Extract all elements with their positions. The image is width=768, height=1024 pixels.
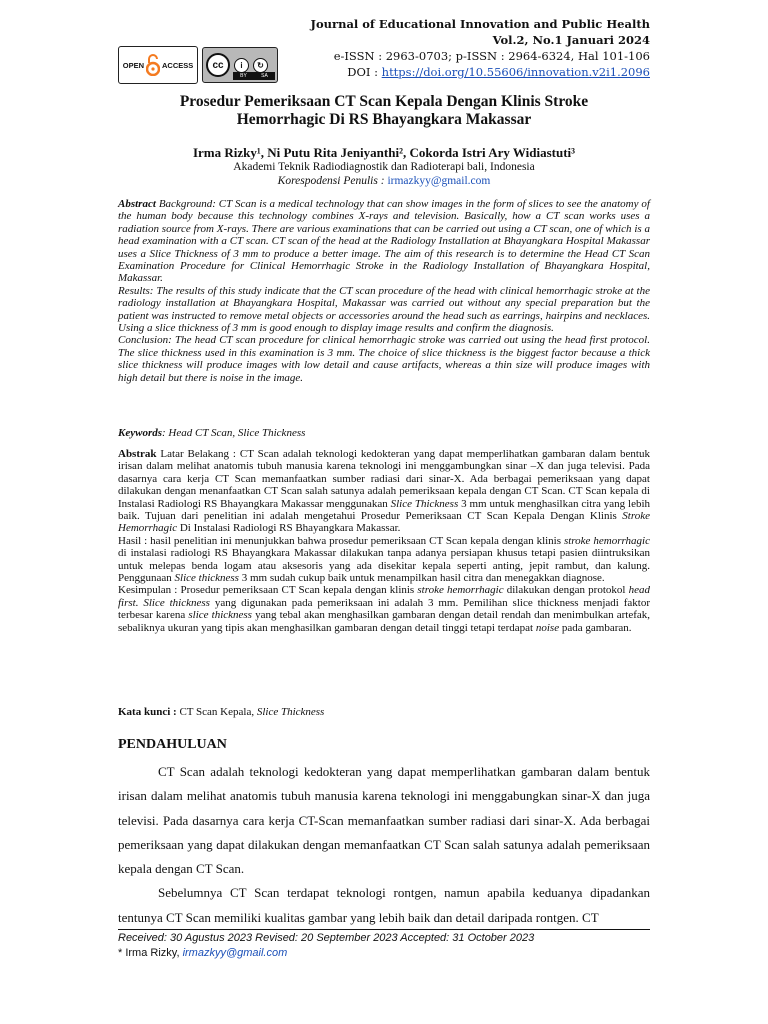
keywords-label: Keywords: [118, 427, 162, 439]
kesimpulan-italic: head first. Slice thickness: [118, 584, 650, 609]
section-heading: PENDAHULUAN: [118, 737, 227, 752]
affiliation: Akademi Teknik Radiodiagnostik dan Radioterapi bali, Indonesia: [233, 161, 535, 173]
doi-label: DOI :: [347, 65, 382, 79]
kesimpulan-text: yang digunakan pada pemeriksaan ini adalah 3 mm. Pemilihan slice thickness menjadi faktor terbesar karena: [118, 596, 650, 622]
keywords-text: : Head CT Scan, Slice Thickness: [162, 427, 306, 439]
correspondence-email-link[interactable]: irmazkyy@gmail.com: [387, 175, 491, 187]
abstract-english: [118, 198, 650, 384]
license-by-text: BY: [240, 73, 247, 79]
abstract-indonesian: [118, 448, 650, 634]
footnote-author: * Irma Rizky,: [118, 947, 183, 959]
journal-volume: Vol.2, No.1 Januari 2024: [492, 33, 650, 47]
title-line-1: Prosedur Pemeriksaan CT Scan Kepala Dengan Klinis Stroke: [179, 93, 589, 110]
intro-paragraph-1: CT Scan adalah teknologi kedokteran yang dapat memperlihatkan gambaran dalam bentuk irisan dalam melihat anatomis tubuh manusia karena teknologi ini menggabungkan sinar-X dan juga televisi. Pada dasarnya cara kerja CT-Scan memanfaatkan sumber radiasi dari sinar-X. Ada berbagai pemeriksaan yang dapat dilakukan dengan memanfaatkan CT Scan salah satunya adalah pemeriksaan kepala dengan CT Scan.: [118, 764, 650, 877]
journal-name: Journal of Educational Innovation and Public Health: [310, 17, 650, 31]
abstrak-text: 3 mm untuk menghasilkan citra yang lebih baik. Tujuan dari penelitian ini adalah mengetahui Prosedur Pemeriksaan CT Scan Kepala Dengan Klinis: [118, 497, 651, 523]
kata-kunci-italic: Slice Thickness: [256, 706, 325, 718]
journal-issn: e-ISSN : 2963-0703; p-ISSN : 2964-6324, Hal 101-106: [333, 49, 650, 63]
footnote-email-link[interactable]: irmazkyy@gmail.com: [182, 947, 288, 959]
access-text: ACCESS: [162, 60, 194, 70]
kesimpulan-text: dilakukan dengan protokol: [503, 584, 629, 597]
correspondence: [118, 174, 650, 188]
introduction-body: [118, 760, 650, 930]
license-sa-text: SA: [261, 73, 268, 79]
journal-header: [311, 16, 650, 80]
abstract-conclusion: Conclusion: The head CT scan procedure for clinical hemorrhagic stroke was carried out using the head first protocol. The slice thickness used in this examination is 3 mm. The choice of slice thickness is the biggest factor because a thick slice thickness will produce images with low detail and cause artifacts, whereas a thin size will produce images with high detail but there is noise in the image.: [118, 334, 650, 384]
hasil-text: Hasil : hasil penelitian ini menunjukkan bahwa prosedur pemeriksaan CT Scan kepala dengan klinis: [118, 534, 564, 547]
abstrak-text: Di Instalasi Radiologi RS Bhayangkara Makassar.: [177, 522, 401, 535]
footnote-divider: [118, 929, 650, 930]
hasil-text: di instalasi radiologi RS Bhayangkara Makassar dilakukan tanpa adanya persiapan khusus tetapi pasien diintruksikan untuk melepas benda logam atau aksesoris yang ada disekitar kepala seperti anting, jepit rambut, dan kalung. Penggunaan: [118, 547, 650, 585]
keywords-english: [118, 427, 650, 439]
doi-link[interactable]: https://doi.org/10.55606/innovation.v2i1.2096: [381, 65, 650, 79]
kesimpulan-text: yang tebal akan menghasilkan gambaran dengan detail rendah dan menimbulkan artefak, sebaliknya ukuran yang tipis akan menghasilkan gambaran dengan detail tinggi tetapi terdapat: [118, 609, 651, 634]
journal-doi: [311, 64, 650, 80]
kesimpulan-italic: stroke hemorrhagic: [417, 584, 504, 597]
author-list: Irma Rizky¹, Ni Putu Rita Jeniyanthi², Cokorda Istri Ary Widiastuti³: [192, 145, 576, 160]
hasil-text: 3 mm sudah cukup baik untuk menampilkan hasil citra dan menegakkan diagnose.: [238, 572, 605, 585]
license-bar: [233, 72, 275, 80]
share-alike-icon: ↻: [253, 58, 268, 73]
kata-kunci-label: Kata kunci :: [118, 706, 177, 718]
keywords-indonesian: [118, 706, 650, 718]
article-title: [118, 93, 650, 129]
hasil-italic: stroke hemorrhagic: [563, 534, 650, 547]
author-footnote: [118, 947, 287, 959]
abstrak-italic: Stroke Hemorrhagic: [118, 510, 650, 535]
cc-by-sa-logo: [202, 47, 278, 83]
attribution-icon: i: [234, 58, 249, 73]
abstrak-label: Abstrak: [118, 448, 157, 460]
submission-dates: Received: 30 Agustus 2023 Revised: 20 September 2023 Accepted: 31 October 2023: [118, 932, 535, 944]
kesimpulan-text: pada gambaran.: [559, 621, 632, 634]
affiliation-block: [118, 160, 650, 188]
open-lock-icon: [146, 54, 160, 76]
kesimpulan-text: Kesimpulan : Prosedur pemeriksaan CT Scan kepala dengan klinis: [118, 584, 418, 597]
license-logos: [118, 46, 278, 84]
intro-paragraph-2: Sebelumnya CT Scan terdapat teknologi rontgen, namun apabila keduanya dipadankan tentunya CT Scan memiliki kualitas gambar yang lebih baik dan detail daripada rontgen. CT: [118, 885, 650, 925]
hasil-italic: Slice thickness: [174, 572, 239, 585]
kata-kunci-text: CT Scan Kepala,: [176, 706, 257, 718]
open-access-text: OPEN: [122, 60, 144, 70]
cc-icon: cc: [206, 53, 230, 77]
kesimpulan-italic: slice thickness: [188, 609, 252, 622]
open-access-logo: [118, 46, 198, 84]
correspondence-label: Korespodensi Penulis :: [277, 175, 388, 187]
kesimpulan-italic: noise: [535, 621, 560, 634]
abstract-background: Background: CT Scan is a medical technology that can show images in the form of slices to see the anatomy of the human body because this technology combines X-rays and television. Basically, how a CT scan works uses a radiation source from X-rays. There are various examinations that can be carried out using a CT scan, one of which is a head examination with a CT scan. CT scan of the head at the Radiology Installation at Bhayangkara Hospital Makassar uses a Slice Thickness of 3 mm to produce a better image. The aim of this research is to determine the Head CT Scan Examination Procedure for Clinical Hemorrhagic Stroke in the Radiology Installation of Bhayangkara Hospital, Makassar.: [118, 198, 650, 285]
abstract-label: Abstract: [118, 198, 156, 210]
abstract-results: Results: The results of this study indicate that the CT scan procedure of the head with clinical hemorrhagic stroke at the radiology installation at Bhayangkara Hospital, Makassar was carried out without any special preparation but the patient was instructed to remove metal objects or accessories around the head such as earrings, hairpins and necklaces. Using a slice thickness of 3 mm is good enough to display image results and confirm the diagnosis.: [118, 284, 650, 335]
abstrak-text: Latar Belakang : CT Scan adalah teknologi kedokteran yang dapat memperlihatkan gambaran dalam bentuk irisan dalam melihat anatomis tubuh manusia karena teknologi ini menggambungkan sinar –X dan juga televisi. Pada dasarnya cara kerja CT Scan memanfaatkan sumber radiasi dari sinar-X. Ada berbagai pemeriksaan yang dapat dilakukan dengan menanfaatkan CT Scan salah satunya adalah pemeriksaan kepala dengan CT Scan. CT Scan kepala di Instalasi Radiologi RS Bhayangkara Makassar menggunakan: [118, 448, 650, 510]
title-line-2: Hemorrhagic Di RS Bhayangkara Makassar: [236, 111, 532, 128]
abstrak-italic: Slice Thickness: [390, 497, 459, 510]
